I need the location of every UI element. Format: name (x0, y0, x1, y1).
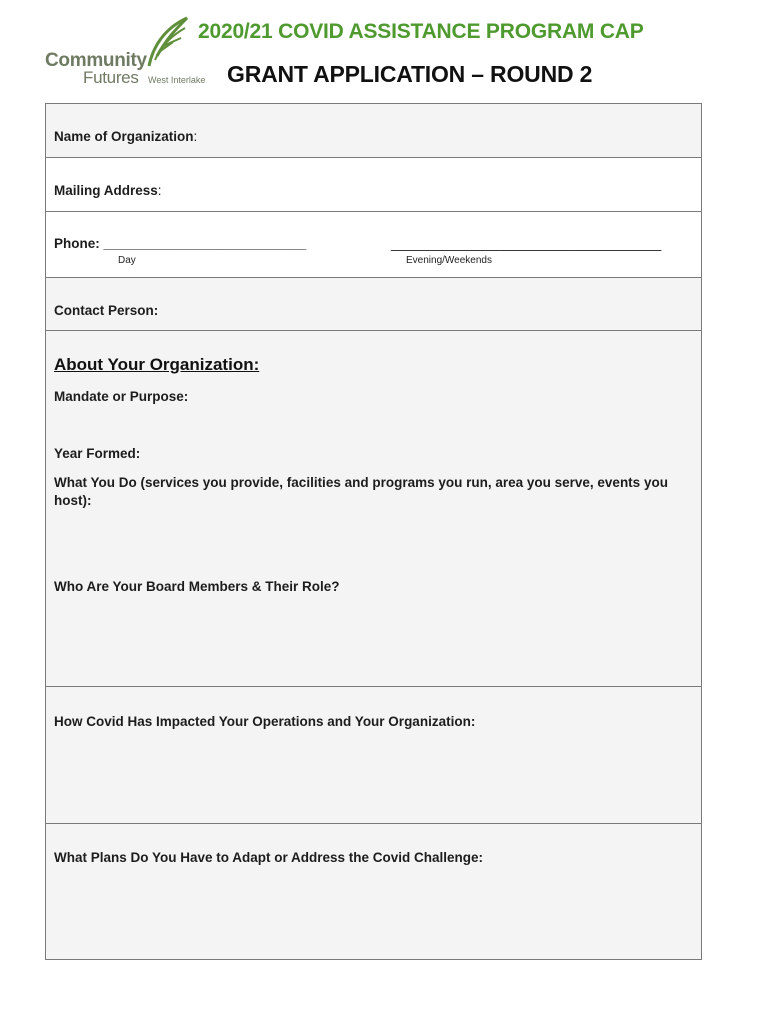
mailing-address-field[interactable] (46, 158, 701, 212)
logo-region-text: West Interlake (148, 75, 206, 85)
phone-day-caption: Day (118, 255, 136, 266)
organization-name-field[interactable] (46, 104, 701, 158)
organization-name-label: Name of Organization: (54, 129, 198, 144)
form-title: GRANT APPLICATION – ROUND 2 (227, 61, 593, 87)
covid-impact-label: How Covid Has Impacted Your Operations and Your Organization: (54, 714, 476, 729)
phone-evening-line: ____________________________________ (391, 236, 662, 251)
what-you-do-label: What You Do (services you provide, facilities and programs you run, area you serve, events you host): (54, 475, 668, 508)
application-form (45, 103, 702, 960)
covid-impact-field[interactable] (46, 687, 701, 824)
mandate-label: Mandate or Purpose: (54, 389, 189, 404)
program-title: 2020/21 COVID ASSISTANCE PROGRAM CAP (198, 20, 644, 43)
about-organization-section[interactable] (46, 331, 701, 687)
phone-field[interactable] (46, 212, 701, 278)
about-organization-heading: About Your Organization: (54, 355, 260, 374)
phone-day-line: Phone: ___________________________ (54, 236, 307, 251)
contact-person-field[interactable] (46, 278, 701, 331)
board-members-label: Who Are Your Board Members & Their Role? (54, 579, 340, 594)
phone-evening-caption: Evening/Weekends (406, 255, 492, 266)
community-futures-logo (43, 16, 208, 88)
logo-community-text: Community (45, 50, 147, 71)
mailing-address-label: Mailing Address: (54, 183, 162, 198)
year-formed-label: Year Formed: (54, 446, 141, 461)
covid-plans-field[interactable] (46, 824, 701, 959)
logo-futures-text: Futures (83, 68, 139, 87)
leaf-logo-icon (143, 16, 191, 68)
contact-person-label: Contact Person: (54, 303, 159, 318)
covid-plans-label: What Plans Do You Have to Adapt or Address the Covid Challenge: (54, 850, 484, 865)
